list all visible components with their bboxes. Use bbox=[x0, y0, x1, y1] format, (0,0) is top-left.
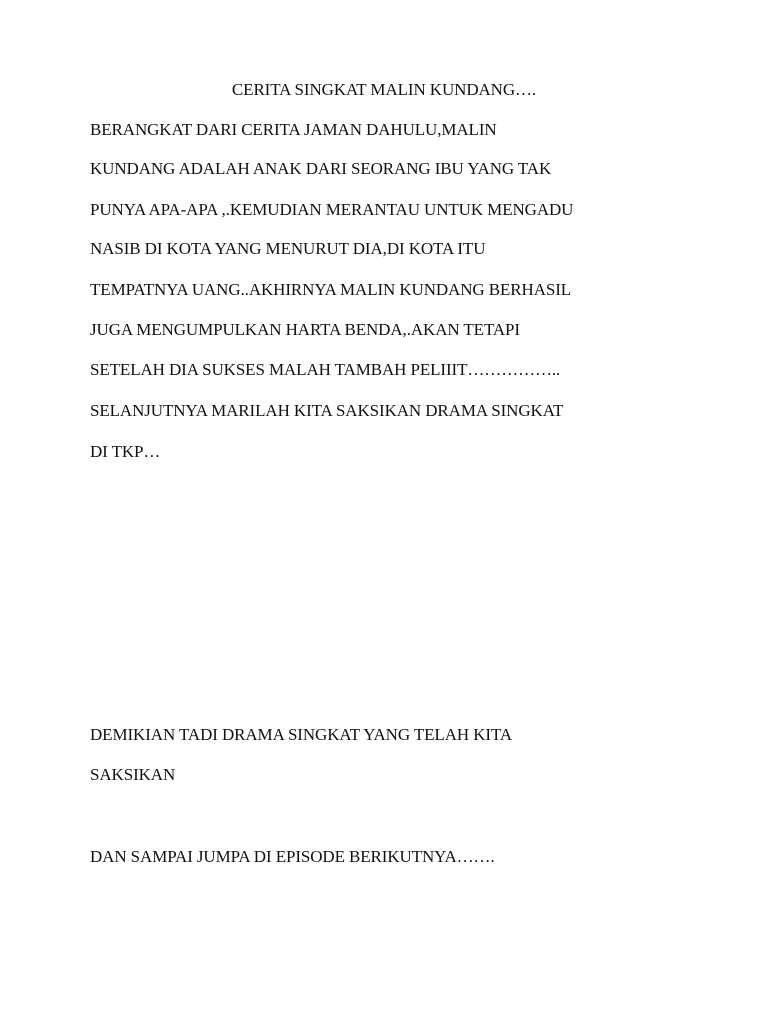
paragraph-line: JUGA MENGUMPULKAN HARTA BENDA,.AKAN TETAPI bbox=[90, 320, 520, 339]
paragraph-line: SAKSIKAN bbox=[90, 765, 176, 784]
paragraph-line: SELANJUTNYA MARILAH KITA SAKSIKAN DRAMA SINGKAT bbox=[90, 401, 564, 420]
paragraph-line: KUNDANG ADALAH ANAK DARI SEORANG IBU YANG TAK bbox=[90, 159, 552, 178]
paragraph-line: DI TKP… bbox=[90, 442, 161, 461]
paragraph-line: NASIB DI KOTA YANG MENURUT DIA,DI KOTA ITU bbox=[90, 239, 486, 258]
document-title: CERITA SINGKAT MALIN KUNDANG…. bbox=[231, 80, 537, 99]
paragraph-line: SETELAH DIA SUKSES MALAH TAMBAH PELIIIT…………….. bbox=[90, 360, 561, 379]
paragraph-line: PUNYA APA-APA ,.KEMUDIAN MERANTAU UNTUK MENGADU bbox=[90, 200, 574, 219]
closing-line: DAN SAMPAI JUMPA DI EPISODE BERIKUTNYA……. bbox=[90, 847, 495, 866]
paragraph-line: DEMIKIAN TADI DRAMA SINGKAT YANG TELAH KITA bbox=[90, 725, 513, 744]
paragraph-line: BERANGKAT DARI CERITA JAMAN DAHULU,MALIN bbox=[90, 120, 497, 139]
paragraph-line: TEMPATNYA UANG..AKHIRNYA MALIN KUNDANG BERHASIL bbox=[90, 280, 572, 299]
